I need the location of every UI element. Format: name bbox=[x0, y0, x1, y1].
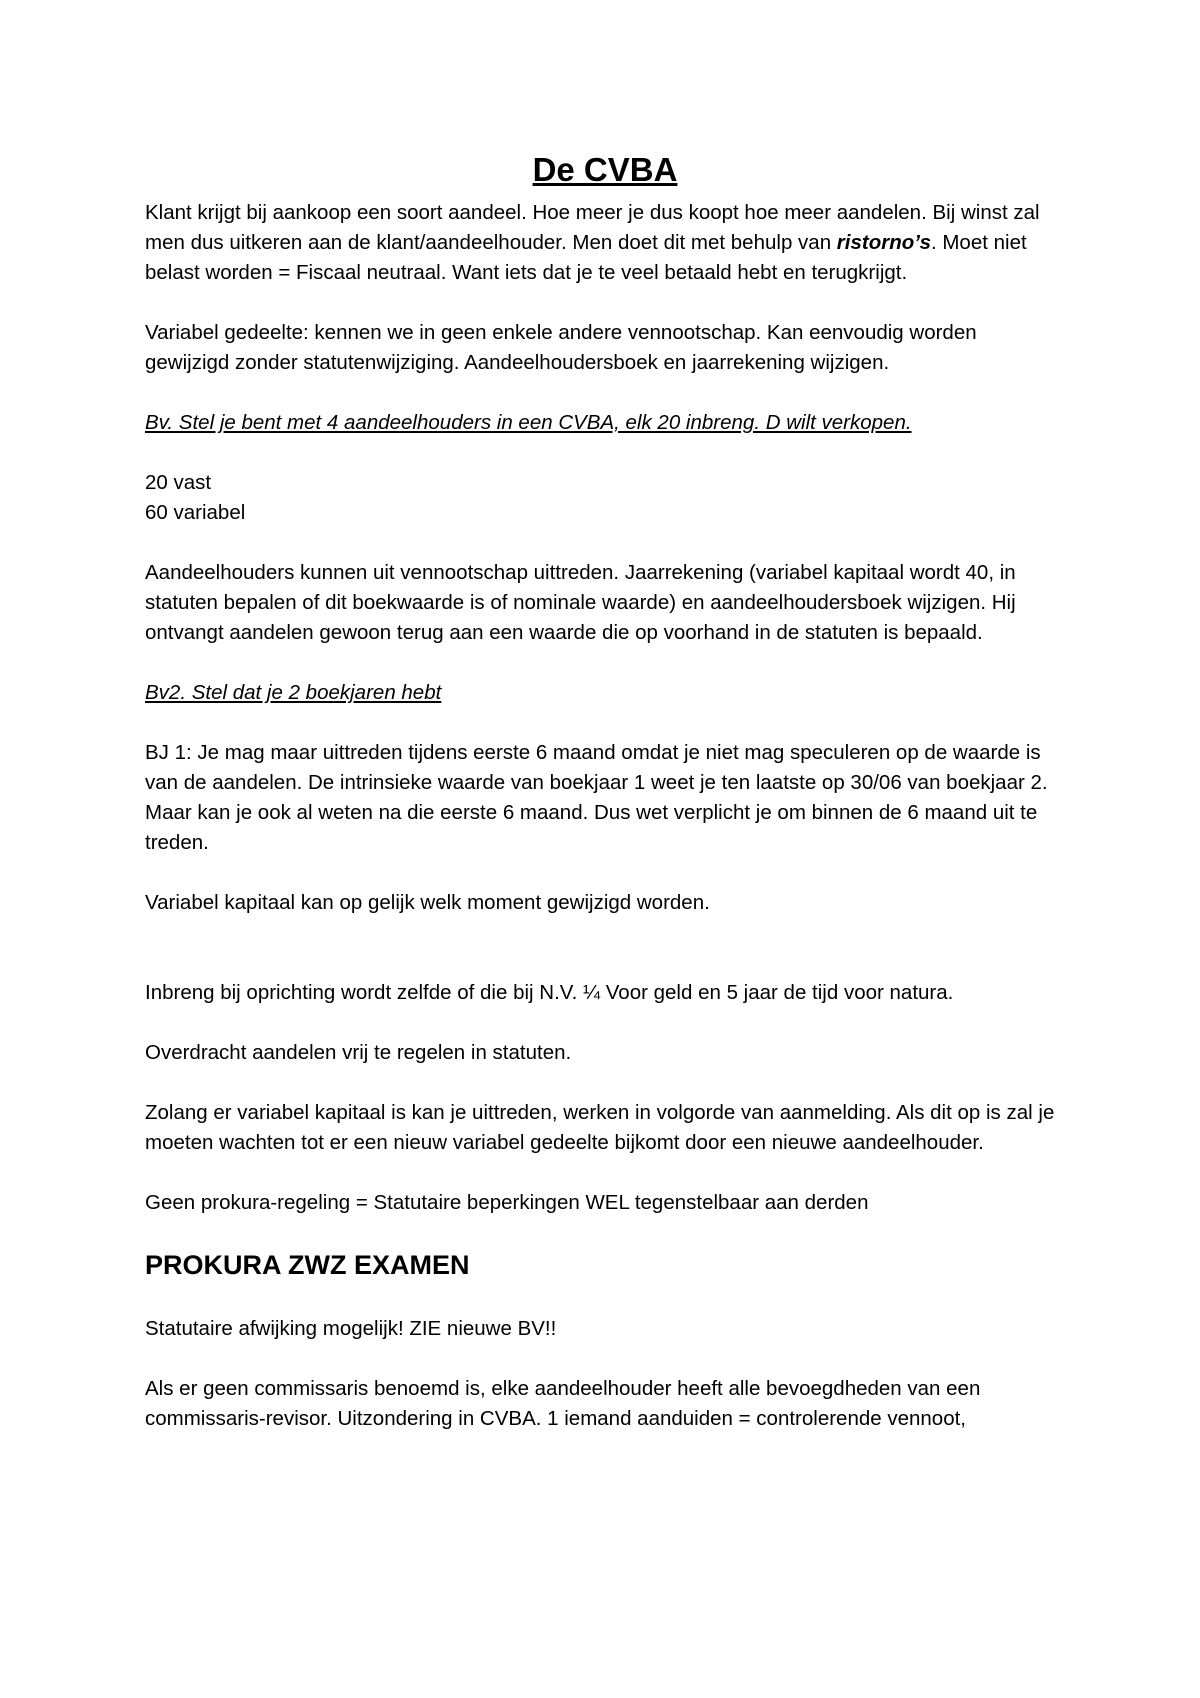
paragraph-variabel-kapitaal: Variabel kapitaal kan op gelijk welk moment gewijzigd worden. bbox=[145, 891, 710, 914]
example-2-heading: Bv2. Stel dat je 2 boekjaren hebt bbox=[145, 681, 442, 704]
example-1-heading: Bv. Stel je bent met 4 aandeelhouders in een CVBA, elk 20 inbreng. D wilt verkopen. bbox=[145, 411, 912, 434]
line-vast: 20 vast bbox=[145, 471, 212, 494]
line-variabel: 60 variabel bbox=[145, 501, 246, 524]
paragraph-variabel-gedeelte: Variabel gedeelte: kennen we in geen enkele andere vennootschap. Kan eenvoudig worden gewijzigd zonder statutenwijziging. Aandeelhoudersboek en jaarrekening wijzigen. bbox=[145, 321, 977, 374]
document-title: De CVBA bbox=[532, 151, 678, 188]
paragraph-klant-aandeel bbox=[145, 198, 1065, 288]
paragraph-klant-aandeel-tail: . Moet niet belast worden = Fiscaal neutraal. Want iets dat je te veel betaald hebt en terugkrijgt. bbox=[145, 231, 1027, 284]
paragraph-zolang: Zolang er variabel kapitaal is kan je uittreden, werken in volgorde van aanmelding. Als dit op is zal je moeten wachten tot er een nieuw variabel gedeelte bijkomt door een nieuwe aandeelhouder. bbox=[145, 1101, 1055, 1154]
paragraph-uittreden: Aandeelhouders kunnen uit vennootschap uittreden. Jaarrekening (variabel kapitaal wordt 40, in statuten bepalen of dit boekwaarde is of nominale waarde) en aandeelhoudersboek wijzigen. Hij ontvangt aandelen gewoon terug aan een waarde die op voorhand in de statuten is bepaald. bbox=[145, 561, 1016, 644]
paragraph-inbreng: Inbreng bij oprichting wordt zelfde of die bij N.V. ¼ Voor geld en 5 jaar de tijd voor natura. bbox=[145, 981, 954, 1004]
document-body bbox=[145, 150, 1065, 1464]
paragraph-boekjaar: BJ 1: Je mag maar uittreden tijdens eerste 6 maand omdat je niet mag speculeren op de waarde is van de aandelen. De intrinsieke waarde van boekjaar 1 weet je ten laatste op 30/06 van boekjaar 2. Maar kan je ook al weten na die eerste 6 maand. Dus wet verplicht je om binnen de 6 maand uit te treden. bbox=[145, 741, 1048, 854]
paragraph-klant-aandeel-text: Klant krijgt bij aankoop een soort aandeel. Hoe meer je dus koopt hoe meer aandelen. Bij winst zal men dus uitkeren aan de klant/aandeelhouder. Men doet dit met behulp van bbox=[145, 201, 1040, 254]
paragraph-statutaire-afwijking: Statutaire afwijking mogelijk! ZIE nieuwe BV!! bbox=[145, 1317, 557, 1340]
paragraph-prokura-regeling: Geen prokura-regeling = Statutaire beperkingen WEL tegenstelbaar aan derden bbox=[145, 1191, 869, 1214]
paragraph-overdracht: Overdracht aandelen vrij te regelen in statuten. bbox=[145, 1041, 572, 1064]
blank-line bbox=[145, 948, 1065, 978]
paragraph-commissaris: Als er geen commissaris benoemd is, elke aandeelhouder heeft alle bevoegdheden van een commissaris-revisor. Uitzondering in CVBA. 1 iemand aanduiden = controlerende vennoot, bbox=[145, 1377, 981, 1430]
section-heading-prokura: PROKURA ZWZ EXAMEN bbox=[145, 1250, 470, 1280]
ristorno-term: ristorno’s bbox=[836, 231, 931, 254]
